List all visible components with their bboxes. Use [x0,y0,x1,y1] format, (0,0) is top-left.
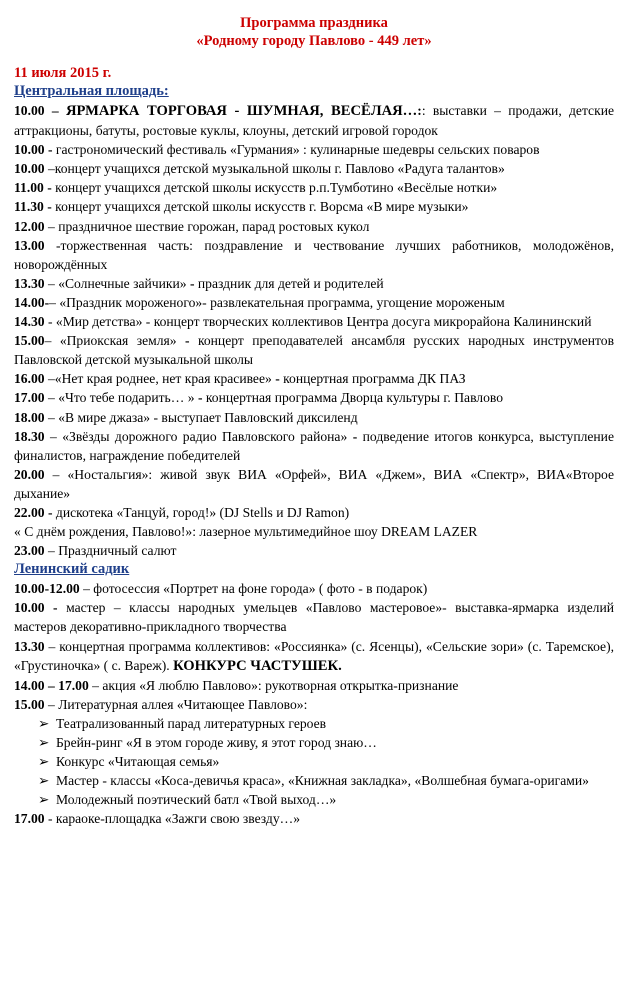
title-line-1: Программа праздника [240,15,388,31]
schedule-entry: 11.00 - концерт учащихся детской школы искусств р.п.Тумботино «Весёлые нотки» [14,180,498,196]
section-heading-leninsky-garden: Ленинский садик [14,561,130,578]
arrow-bullet-icon: ➢ [38,735,50,750]
list-item: ➢ Театрализованный парад литературных героев [14,714,614,733]
schedule-entry: 15.00 – Литературная аллея «Читающее Павлово»: [14,696,308,712]
list-item: ➢ Конкурс «Читающая семья» [14,752,614,771]
schedule-entry: 16.00 –«Нет края роднее, нет края красивее» - концертная программа ДК ПАЗ [14,371,466,387]
schedule-entry: 10.00 – ЯРМАРКА ТОРГОВАЯ - ШУМНАЯ, ВЕСЁЛАЯ…:: выставки – продажи, детские аттракционы, батуты, ростовые куклы, клоуны, детский игровой городок [14,103,615,139]
event-date: 11 июля 2015 г. [14,65,112,81]
schedule-entry: 13.00 -торжественная часть: поздравление и чествование лучших работников, молодожёнов, новорождённых [14,237,614,272]
schedule-entry: 22.00 - дискотека «Танцуй, город!» (DJ Stells и DJ Ramon) [14,504,350,520]
schedule-entry: 10.00 - мастер – классы народных умельцев «Павлово мастеровое»- выставка-ярмарка изделий мастеров декоративно-прикладного творчества [14,600,614,635]
arrow-bullet-icon: ➢ [38,773,50,789]
list-item: ➢ Молодежный поэтический батл «Твой выход…» [14,790,614,809]
schedule-entry: 15.00– «Приокская земля» - концерт преподавателей ансамбля русских народных инструментов Павловской детской музыкальной школы [14,333,614,368]
schedule-entry: 14.30 - «Мир детства» - концерт творческих коллективов Центра досуга микрорайона Калининский [14,314,592,330]
schedule-entry: 20.00 – «Ностальгия»: живой звук ВИА «Орфей», ВИА «Джем», ВИА «Спектр», ВИА«Второе дыхание» [14,466,614,501]
section-heading-central-square: Центральная площадь: [14,83,169,99]
schedule-entry: 14.00 – 17.00 – акция «Я люблю Павлово»: рукотворная открытка-признание [14,677,459,693]
schedule-entry: 13.30 – концертная программа коллективов: «Россиянка» (с. Ясенцы), «Сельские зори» (с. Таремское), «Грустиночка» ( с. Вареж). КОНКУРС ЧАСТУШЕК. [14,638,614,674]
arrow-bullet-icon: ➢ [38,715,50,731]
list-item: ➢ Мастер - классы «Коса-девичья краса», «Книжная закладка», «Волшебная бумага-оригами» [14,771,614,790]
schedule-entry: 14.00-– «Праздник мороженого»- развлекательная программа, угощение мороженым [14,294,505,310]
schedule-entry: 18.30 – «Звёзды дорожного радио Павловского района» - подведение итогов конкурса, выступление финалистов, награждение победителей [14,428,614,463]
document-title [14,14,614,50]
schedule-entry: 13.30 – «Солнечные зайчики» - праздник для детей и родителей [14,275,384,291]
program-document [14,14,614,828]
title-line-2: «Родному городу Павлово - 449 лет» [196,33,432,49]
schedule-entry: 10.00 - гастрономический фестиваль «Гурмания» : кулинарные шедевры сельских поваров [14,142,540,158]
arrow-bullet-icon: ➢ [38,754,50,770]
schedule-entry: 10.00 –концерт учащихся детской музыкальной школы г. Павлово «Радуга талантов» [14,161,505,177]
list-item: ➢ Брейн-ринг «Я в этом городе живу, я этот город знаю… [14,733,614,752]
schedule-entry: « С днём рождения, Павлово!»: лазерное мультимедийное шоу DREAM LAZER [14,524,478,540]
schedule-entry: 23.00 – Праздничный салют [14,543,177,559]
schedule-entry: 18.00 – «В мире джаза» - выступает Павловский диксиленд [14,409,358,425]
schedule-entry: 17.00 - караоке-площадка «Зажги свою звезду…» [14,811,301,827]
schedule-entry: 10.00-12.00 – фотосессия «Портрет на фоне города» ( фото - в подарок) [14,581,428,597]
schedule-entry: 17.00 – «Что тебе подарить… » - концертная программа Дворца культуры г. Павлово [14,390,504,406]
schedule-entry: 12.00 – праздничное шествие горожан, парад ростовых кукол [14,218,370,234]
schedule-entry: 11.30 - концерт учащихся детской школы искусств г. Ворсма «В мире музыки» [14,199,469,215]
arrow-bullet-icon: ➢ [38,792,50,808]
